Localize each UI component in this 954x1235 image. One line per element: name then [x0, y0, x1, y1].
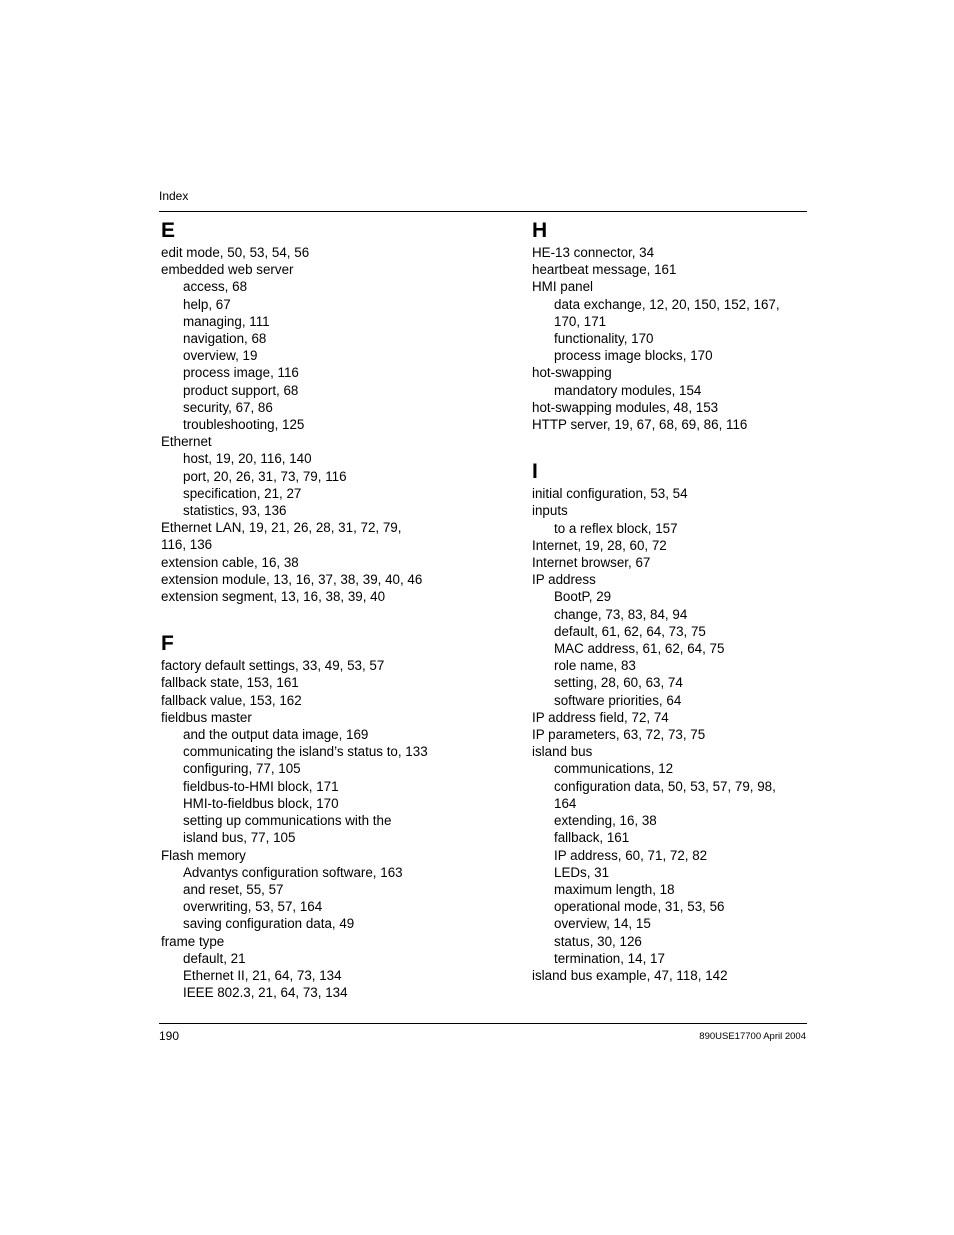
index-entry: island bus: [532, 744, 593, 760]
index-subentry: communications, 12: [554, 761, 674, 777]
index-entry-continuation: 116, 136: [161, 537, 213, 553]
section-letter: H: [532, 219, 548, 242]
index-subentry: access, 68: [183, 279, 248, 295]
index-subentry: mandatory modules, 154: [554, 382, 702, 398]
index-subentry: process image blocks, 170: [554, 348, 713, 364]
index-subentry: port, 20, 26, 31, 73, 79, 116: [183, 468, 347, 484]
index-entry: initial configuration, 53, 54: [532, 486, 688, 502]
index-subentry: and the output data image, 169: [183, 727, 369, 743]
index-subentry: termination, 14, 17: [554, 950, 665, 966]
index-subentry: saving configuration data, 49: [183, 916, 355, 932]
index-subentry: configuration data, 50, 53, 57, 79, 98,: [554, 778, 776, 794]
index-entry: hot-swapping: [532, 365, 612, 381]
index-subentry: software priorities, 64: [554, 692, 682, 708]
index-section-e: [161, 218, 461, 605]
index-subentry: host, 19, 20, 116, 140: [183, 451, 312, 467]
index-subentry: overview, 14, 15: [554, 916, 651, 932]
index-subentry-continuation: island bus, 77, 105: [183, 830, 296, 846]
section-spacer: [161, 605, 461, 631]
index-subentry: default, 21: [183, 950, 246, 966]
index-subentry: statistics, 93, 136: [183, 503, 287, 519]
index-entry: edit mode, 50, 53, 54, 56: [161, 245, 310, 260]
index-entry: Flash memory: [161, 847, 246, 863]
index-entry: hot-swapping modules, 48, 153: [532, 399, 719, 415]
index-subentry: fieldbus-to-HMI block, 171: [183, 778, 339, 794]
index-subentry: MAC address, 61, 62, 64, 75: [554, 641, 725, 657]
index-column-left: [161, 218, 461, 1001]
index-column-right: [532, 218, 832, 984]
index-subentry: default, 61, 62, 64, 73, 75: [554, 623, 706, 639]
header-rule: [159, 211, 807, 212]
index-entry: inputs: [532, 503, 568, 519]
index-entry: extension segment, 13, 16, 38, 39, 40: [161, 589, 386, 605]
index-entry: Internet, 19, 28, 60, 72: [532, 537, 667, 553]
index-entry: HE-13 connector, 34: [532, 245, 655, 260]
index-section-f: [161, 631, 461, 1001]
index-subentry: overview, 19: [183, 348, 258, 364]
index-entry: IP address field, 72, 74: [532, 709, 669, 725]
index-subentry: security, 67, 86: [183, 399, 273, 415]
index-subentry: and reset, 55, 57: [183, 881, 284, 897]
index-entry: HMI panel: [532, 279, 594, 295]
document-reference: 890USE17700 April 2004: [699, 1031, 806, 1042]
index-entry: IP parameters, 63, 72, 73, 75: [532, 727, 706, 743]
index-entry: extension module, 13, 16, 37, 38, 39, 40, 46: [161, 571, 423, 587]
index-entry: fallback state, 153, 161: [161, 675, 299, 691]
index-entry: extension cable, 16, 38: [161, 554, 299, 570]
index-subentry: communicating the island’s status to, 133: [183, 744, 428, 760]
page-number: 190: [159, 1029, 180, 1043]
index-subentry: BootP, 29: [554, 589, 612, 605]
section-letter: E: [161, 219, 176, 242]
index-subentry: LEDs, 31: [554, 864, 610, 880]
index-subentry: Advantys configuration software, 163: [183, 864, 403, 880]
index-subentry: setting, 28, 60, 63, 74: [554, 675, 683, 691]
index-subentry: navigation, 68: [183, 331, 267, 347]
index-entry: fieldbus master: [161, 709, 252, 725]
index-subentry: status, 30, 126: [554, 933, 642, 949]
index-subentry: Ethernet II, 21, 64, 73, 134: [183, 967, 342, 983]
index-subentry: operational mode, 31, 53, 56: [554, 899, 725, 915]
index-subentry: to a reflex block, 157: [554, 520, 678, 536]
index-subentry: overwriting, 53, 57, 164: [183, 899, 323, 915]
index-subentry: troubleshooting, 125: [183, 417, 305, 433]
index-entry: embedded web server: [161, 262, 294, 278]
index-entry: fallback value, 153, 162: [161, 692, 302, 708]
index-entry: HTTP server, 19, 67, 68, 69, 86, 116: [532, 417, 748, 433]
index-entry: Internet browser, 67: [532, 555, 651, 571]
index-subentry: extending, 16, 38: [554, 813, 657, 829]
index-subentry: role name, 83: [554, 658, 636, 674]
index-entry: factory default settings, 33, 49, 53, 57: [161, 658, 385, 674]
index-subentry: product support, 68: [183, 382, 299, 398]
index-section-i: [532, 459, 832, 984]
index-subentry-continuation: 170, 171: [554, 313, 607, 329]
index-subentry: maximum length, 18: [554, 881, 675, 897]
index-subentry-continuation: 164: [554, 795, 577, 811]
index-entry: IP address: [532, 572, 596, 588]
index-section-h: [532, 218, 832, 433]
index-entry: frame type: [161, 933, 225, 949]
index-entry: Ethernet LAN, 19, 21, 26, 28, 31, 72, 79,: [161, 520, 402, 536]
index-subentry: change, 73, 83, 84, 94: [554, 606, 688, 622]
index-entry: island bus example, 47, 118, 142: [532, 967, 728, 983]
index-subentry: configuring, 77, 105: [183, 761, 301, 777]
index-subentry: managing, 111: [183, 313, 270, 329]
index-subentry: specification, 21, 27: [183, 485, 302, 501]
section-letter: F: [161, 632, 174, 656]
index-entry: Ethernet: [161, 434, 212, 450]
index-subentry: fallback, 161: [554, 830, 630, 846]
index-subentry: help, 67: [183, 296, 231, 312]
index-subentry: setting up communications with the: [183, 813, 392, 829]
running-header: Index: [159, 189, 189, 203]
footer-rule: [159, 1023, 807, 1024]
index-entry: heartbeat message, 161: [532, 262, 677, 278]
index-subentry: process image, 116: [183, 365, 299, 381]
index-subentry: functionality, 170: [554, 331, 654, 347]
index-subentry: data exchange, 12, 20, 150, 152, 167,: [554, 296, 780, 312]
index-subentry: IP address, 60, 71, 72, 82: [554, 847, 708, 863]
section-spacer: [532, 433, 832, 459]
index-subentry: HMI-to-fieldbus block, 170: [183, 795, 339, 811]
section-letter: I: [532, 460, 538, 484]
index-subentry: IEEE 802.3, 21, 64, 73, 134: [183, 985, 348, 1001]
